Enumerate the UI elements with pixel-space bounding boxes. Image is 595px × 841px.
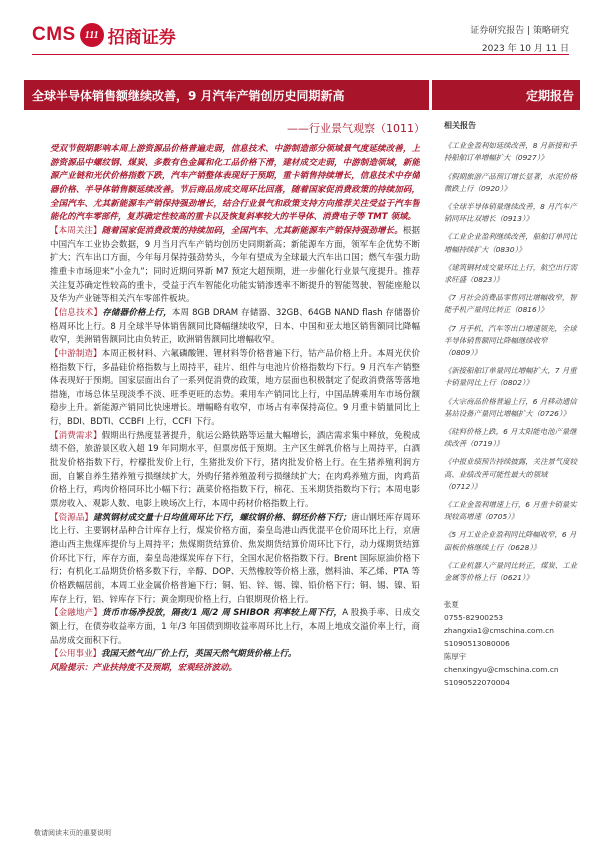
logo-cn: 招商证券 bbox=[107, 27, 176, 48]
report-body bbox=[50, 143, 420, 765]
analyst-phone: 0755-82900253 bbox=[444, 613, 504, 623]
item-text: 本周 8GB DRAM 存储器、32GB、64GB NAND flash 存储器价格周环比上行。8 月全球半导体销售额同比降幅继续收窄，日本、中国和亚太地区销售额同比降幅收窄，美洲销售额同比由负转正，欧洲销售额同比增幅收窄。 bbox=[50, 307, 420, 346]
related-reports-title: 相关报告 bbox=[444, 121, 476, 130]
related-report-link[interactable]: 《全球半导体销量继续改善，8 月汽车产销同环比双增长（0913）》 bbox=[444, 202, 577, 224]
item-label: 【消费需求】 bbox=[50, 430, 102, 441]
report-category-banner bbox=[432, 80, 580, 110]
analyst-email[interactable]: zhangxia1@cmschina.com.cn bbox=[444, 626, 554, 636]
related-report-link[interactable]: 《假期旅游产品预订增长显著，水泥价格微跌上行（0920）》 bbox=[444, 171, 578, 193]
item-text: 本周正极材料、六氟磷酸锂、锂材料等价格普遍下行，钴产品价格上升。本周光伏价格指数下行，多晶硅价格指数与上周持平，硅片、组件与电池片价格指数均下行。9 月汽车产销整体表现好于预期。国家层面出台了一系列促消费的政策，地方层面也积极制定了促政消费落等落地措施，市场总体呈现淡季不淡、旺季更旺的态势。乘用车产销同比上行，中国品牌乘用车市场份额稳步上升。新能源产销同比快速增长。增幅略有收窄，市场占有率保持高位。9 月重卡销量同比上行，BDI、BDTI、CCBFI 上行，CCFI 下行。 bbox=[50, 348, 420, 428]
sidebar bbox=[444, 120, 580, 820]
body-item bbox=[50, 430, 420, 512]
analyst-license: S1090513080006 bbox=[444, 639, 510, 649]
analyst-name: 陈厚宇 bbox=[444, 652, 467, 662]
risk-warning: 风险提示：产业扶持度不及预期，宏观经济波动。 bbox=[50, 662, 238, 673]
item-label: 【信息技术】 bbox=[50, 307, 103, 318]
item-lead: 建筑钢材成交量十日均值周环比下行，螺纹钢价格、钢坯价格下行； bbox=[93, 512, 352, 523]
header-meta bbox=[470, 22, 569, 58]
body-item bbox=[50, 607, 420, 648]
analyst-contacts bbox=[444, 598, 580, 689]
logo-badge-icon: 111 bbox=[80, 23, 104, 47]
body-item bbox=[50, 648, 420, 662]
analyst-name: 张夏 bbox=[444, 600, 459, 610]
report-subtitle: ——行业景气观察（1011） bbox=[287, 122, 425, 135]
related-report-link[interactable]: 《7 月手机、汽车等出口增速领先，全球半导体销售额同比降幅继续收窄（0809）》 bbox=[444, 323, 577, 358]
report-title: 全球半导体销售额继续改善，9 月汽车产销创历史同期新高 bbox=[32, 88, 345, 103]
header-divider bbox=[32, 54, 569, 55]
item-text: 唐山钢坯库存周环比上行、主要钢材品种合计库存上行，煤炭价格方面，秦皇岛港山西优混平仓价周环比上行，京唐港山西主焦煤库提价与上周持平；焦煤期货结算价、焦炭期货结算价周环比下行，动力煤期货结算价环比下行，库存方面，秦皇岛港煤炭库存下行，全国水泥价格指数下行。Brent 国际原油价格下行；有机化工品期货价格多数下行，辛醇、DOP、天然橡胶等价格上涨，燃料油、苯乙烯、PTA 等价格跌幅居前，本周工业金属价格普遍下行；铜、铝、锌、锡、镍、铅价格下行；铜、锡、镍、铅库存上行，铝、锌库存下行；黄金期现价格上行，白银期现价格上行。 bbox=[50, 512, 420, 605]
item-text: A 股换手率、日成交额上行，在债券收益率方面，1 年/3 年国债到期收益率周环比上行，本周上地成交溢价率上行，商品房成交面积下行。 bbox=[50, 608, 420, 646]
analyst-license: S1090522070004 bbox=[444, 678, 510, 688]
related-report-link[interactable]: 《大宗商品价格普遍上行，6 月移动通信基站设备产量同比增幅扩大（0726）》 bbox=[444, 396, 577, 418]
item-lead: 存储器价格上行， bbox=[102, 307, 172, 318]
related-report-link[interactable]: 《7 月社会消费品零售同比增幅收窄，智能手机产量同比转正（0816）》 bbox=[444, 293, 577, 315]
item-text: 根据中国汽车工业协会数据，9 月当月汽车产销均创历史同期新高；新能源车方面，领军车企优势不断扩大；汽车出口方面，今年每月保持强劲势头，今年有望成为全球最大汽车出口国；燃气车强力助推重卡市场迎来“小金九”；同时近期问界新 M7 预定大超预期，进一步催化行业景气度提升。推荐关注复苏确定性较高的重卡，受益于汽车智能化功能实销渗透率不断提升的智能驾驶、智能座舱以及华为产业链等相关汽车零部件板块。 bbox=[50, 225, 420, 305]
related-report-link[interactable]: 《工业企业盈利继续改善，船舶订单同比增幅持续扩大（0830）》 bbox=[444, 232, 578, 254]
body-item bbox=[50, 225, 420, 307]
report-type: 证券研究报告 | 策略研究 bbox=[470, 26, 569, 36]
body-item bbox=[50, 512, 420, 608]
report-title-banner bbox=[24, 80, 429, 110]
item-lead: 货币市场净投放，隔夜/1 周/2 周 SHIBOR 利率较上周下行， bbox=[101, 608, 343, 619]
body-item bbox=[50, 348, 420, 430]
footer-note: 敬请阅读末页的重要说明 bbox=[34, 829, 111, 837]
report-date: 2023 年 10 月 11 日 bbox=[481, 44, 569, 54]
related-report-link[interactable]: 《新接船舶订单量同比增幅扩大，7 月重卡销量同比上行（0802）》 bbox=[444, 366, 577, 388]
related-report-link[interactable]: 《工业金盈利增速上行，6 月重卡销量实现较高增速（0705）》 bbox=[444, 500, 577, 522]
related-report-link[interactable]: 《工业金盈利如延续改善，8 月新接和手持船舶订单增幅扩大（0927）》 bbox=[444, 141, 577, 163]
item-label: 【资源品】 bbox=[50, 512, 94, 523]
report-category: 定期报告 bbox=[525, 88, 574, 103]
item-label: 【公用事业】 bbox=[50, 649, 102, 660]
summary-paragraph: 受双节假期影响本周上游资源品价格普遍走弱，信息技术、中游制造部分领域景气度延续改善，上游资源品中螺纹钢、煤炭、多数有色金属和化工品价格下滑，建材成交走弱，中游制造领域，新能源产业链和光伏价格指数下跌，汽车产销整体表现好于预期，重卡销售持续增长，信息技术中存储器价格、半导体销售额延续改善。节后商品房成交周环比回落，随着国家促消费政策的持续加码，全国汽车、尤其新能源车产销保持强劲增长，结合行业景气和政策支持方向推荐关注受益于汽车智能化的汽车零部件，复苏确定性较高的重卡以及恢复斜率较大的半导体、消费电子等 TMT 领域。 bbox=[50, 144, 420, 223]
analyst-email[interactable]: chenxingyu@cmschina.com.cn bbox=[444, 665, 559, 675]
item-label: 【本周关注】 bbox=[50, 225, 102, 236]
logo-en: CMS bbox=[32, 24, 76, 45]
item-text: 假期出行热度显著提升，航运公路铁路等运量大幅增长，酒店需求集中释放，免税成绩不俗，旅游景区收入超 19 年同期水平，但票房低于预期。主产区生鲜乳价格与上周持平，白酒批发价格指数下行，柠檬批发价上行，生猪批发价下行，猪肉批发价格上行。在生猪养殖利润方面，自繁自养生猪养殖亏损继续扩大，外购仔猪养殖盈利亏损继续扩大；在肉鸡养殖方面，肉鸡苗价格上行，鸡肉价格同环比小幅下行；蔬菜价格指数下行，棉花、玉米期货指数均下行；本周电影票房收入、观影人数、电影上映场次上行，本周中药材价格指数上行。 bbox=[50, 430, 420, 510]
related-report-link[interactable]: 《中报业绩预告持续披露，关注景气度较高、业绩改善可能性最大的领域（0712）》 bbox=[444, 457, 578, 491]
related-report-link[interactable]: 《硅料价格上跌，6 月太阳能电池产量继续改善（0719）》 bbox=[444, 427, 577, 449]
related-report-link[interactable]: 《建筑钢材成交量环比上行，航空出行需求旺盛（0823）》 bbox=[444, 262, 578, 285]
item-label: 【中游制造】 bbox=[50, 348, 102, 359]
body-item bbox=[50, 307, 420, 348]
item-label: 【金融地产】 bbox=[50, 608, 102, 619]
company-logo bbox=[32, 22, 176, 48]
item-lead: 我国天然气出厂价上行，英国天然气期货价格上行。 bbox=[101, 649, 297, 660]
related-report-link[interactable]: 《工业机器人产量同比转正，煤炭、工业金属等价格上行（0621）》 bbox=[444, 560, 578, 583]
item-lead: 随着国家促消费政策的持续加码，全国汽车、尤其新能源车产销保持强劲增长。 bbox=[101, 225, 403, 236]
related-report-link[interactable]: 《5 月工业企业盈利同比降幅收窄，6 月面板价格继续上行（0628）》 bbox=[444, 530, 577, 552]
